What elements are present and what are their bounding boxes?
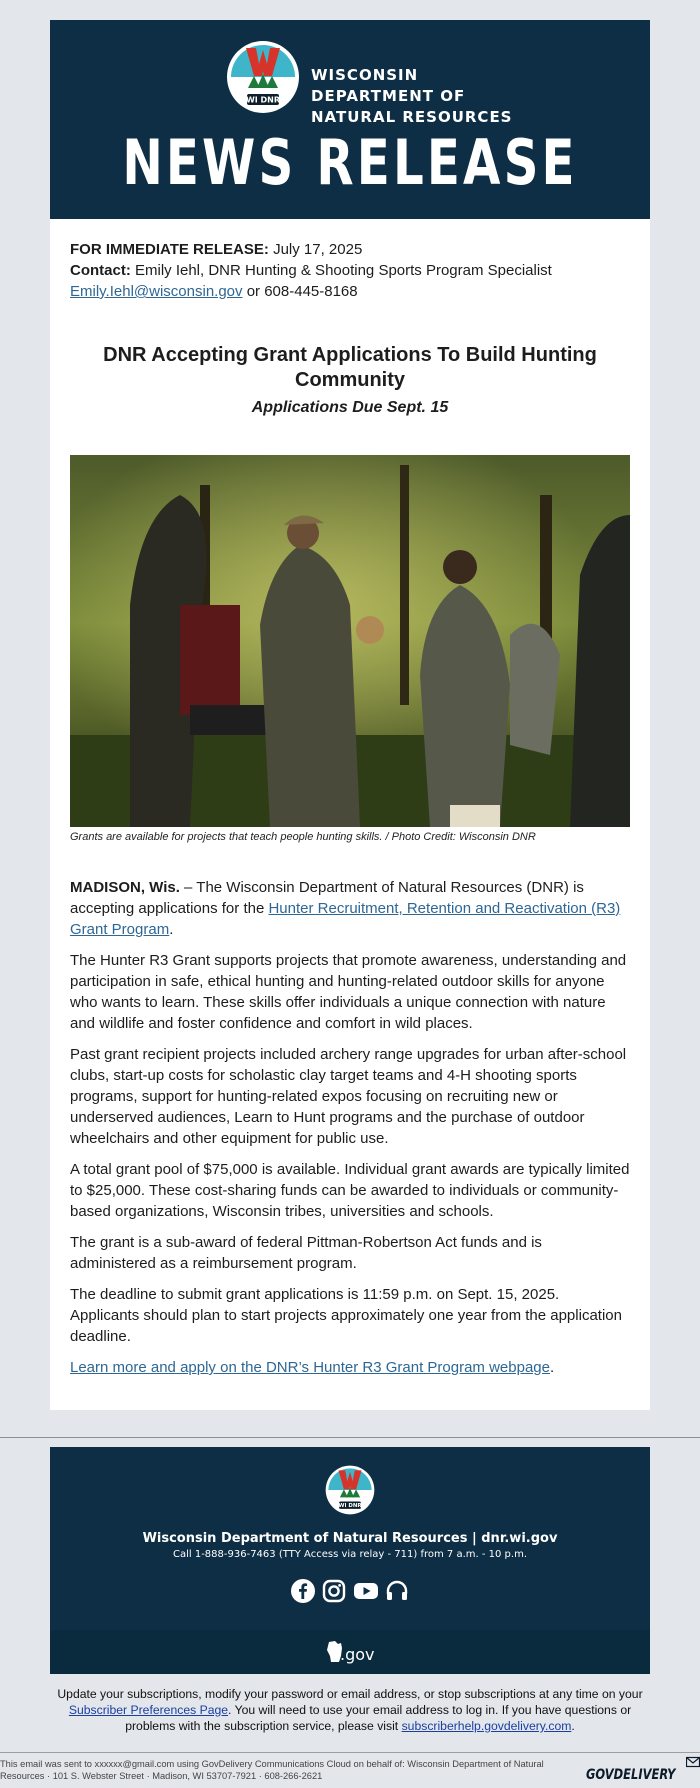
youtube-icon[interactable] [353,1578,379,1604]
wisconsin-gov-icon[interactable] [325,1638,375,1666]
lead-text: – The Wisconsin Department of Natural Resources (DNR) is accepting applications for the [70,879,584,917]
news-release-title: NEWS RELEASE [122,126,578,199]
agency-line-1: WISCONSIN [311,66,419,84]
contact-details-line [70,281,630,302]
facebook-icon[interactable] [290,1578,316,1604]
svg-text:WI DNR: WI DNR [338,1503,362,1510]
article-paragraph: A total grant pool of $75,000 is available. Individual grant awards are typically limited to $25,000. These cost-sharing funds can be awarded to individuals or community-based organizations, Wisconsin tribes, universities and schools. [70,1161,630,1220]
news-release-header [50,20,650,219]
contact-line [70,260,630,281]
subheadline: Applications Due Sept. 15 [251,399,449,416]
agency-line-3: NATURAL RESOURCES [311,108,513,126]
svg-text:.gov: .gov [340,1645,375,1664]
release-meta [70,239,630,302]
learn-more-link[interactable]: Learn more and apply on the DNR’s Hunter R3 Grant Program webpage [70,1359,550,1376]
dnr-emblem-icon [226,40,300,114]
footer-phone-line: Call 1-888-936-7463 (TTY Access via relay - 711) from 7 a.m. - 10 p.m. [172,1549,527,1560]
envelope-icon [686,1756,700,1768]
immediate-release-label: FOR IMMEDIATE RELEASE: [70,241,269,258]
article-paragraph: Past grant recipient projects included archery range upgrades for urban after-school clubs, start-up costs for scholastic clay target teams and 4-H shooting sports programs, support for hunting-related expos focusing on recruiting new or underserved audiences, Learn to Hunt programs and the purchase of outdoor wheelchairs and other equipment for public use. [70,1046,627,1147]
lead-paragraph [70,877,630,940]
release-date-line [70,239,630,260]
dateline: MADISON, Wis. [70,879,180,896]
footer-dnr-logo-icon[interactable] [325,1465,375,1515]
article-paragraph: The deadline to submit grant applications is 11:59 p.m. on Sept. 15, 2025. Applicants should plan to start projects approximately one year from the application deadline. [70,1286,622,1345]
instagram-icon[interactable] [321,1578,347,1604]
cta-paragraph [70,1357,630,1378]
lead-end: . [169,921,174,938]
subscriber-preferences-link[interactable]: Subscriber Preferences Page [68,1703,229,1717]
footer [50,1447,650,1630]
contact-or: or [246,283,261,300]
govdelivery-brand[interactable]: GOVDELIVERY [586,1767,676,1783]
contact-phone: 608-445-8168 [264,283,358,300]
svg-text:WI DNR: WI DNR [245,95,281,105]
agency-line-2: DEPARTMENT OF [311,87,466,105]
podcast-icon[interactable] [384,1578,410,1604]
photo-caption: Grants are available for projects that teach people hunting skills. / Photo Credit: Wisconsin DNR [70,831,536,843]
dnr-logo[interactable] [226,40,513,126]
cta-end: . [549,1359,555,1376]
contact-email-link[interactable]: Emily.Iehl@wisconsin.gov [70,283,243,300]
gov-band [50,1630,650,1674]
contact-name: Emily Iehl, DNR Hunting & Shooting Sports Program Specialist [135,262,552,279]
article-paragraph: The grant is a sub-award of federal Pittman-Robertson Act funds and is administered as a reimbursement program. [70,1234,542,1272]
footer-org-line[interactable]: Wisconsin Department of Natural Resources | dnr.wi.gov [142,1531,558,1546]
release-date: July 17, 2025 [273,241,363,258]
bottom-divider [0,1752,700,1753]
release-body [50,219,650,1410]
social-links [290,1578,410,1604]
subscription-text-3: . [571,1719,575,1733]
agency-name [311,65,513,128]
subscription-notice [50,1686,650,1734]
hunters-photo [70,455,630,827]
footer-divider [0,1437,700,1438]
subscription-text-2: . You will need to use your email address to log in. If you have questions or problems with the subscription service, please visit [125,1703,632,1733]
r3-grant-program-link[interactable]: Hunter Recruitment, Retention and Reactivation (R3) Grant Program [70,900,621,938]
sender-note: This email was sent to xxxxxx@gmail.com using GovDelivery Communications Cloud on behalf of: Wisconsin Department of Natural Resources · 101 S. Webster Street · Madison, WI 53707-7921 · 608-266-2621 [0,1759,544,1781]
article [70,877,630,1388]
subscription-text-1: Update your subscriptions, modify your password or email address, or stop subscriptions at any time on your [57,1687,643,1701]
contact-label: Contact: [70,262,131,279]
headline: DNR Accepting Grant Applications To Build Hunting Community [103,344,597,391]
subscriber-help-link[interactable]: subscriberhelp.govdelivery.com [401,1719,572,1733]
article-paragraph: The Hunter R3 Grant supports projects that promote awareness, understanding and participation in safe, ethical hunting and hunting-related outdoor skills for anyone who wants to learn. These skills offer individuals a unique connection with nature and wildlife and foster confidence and comfort in wild places. [70,952,627,1032]
